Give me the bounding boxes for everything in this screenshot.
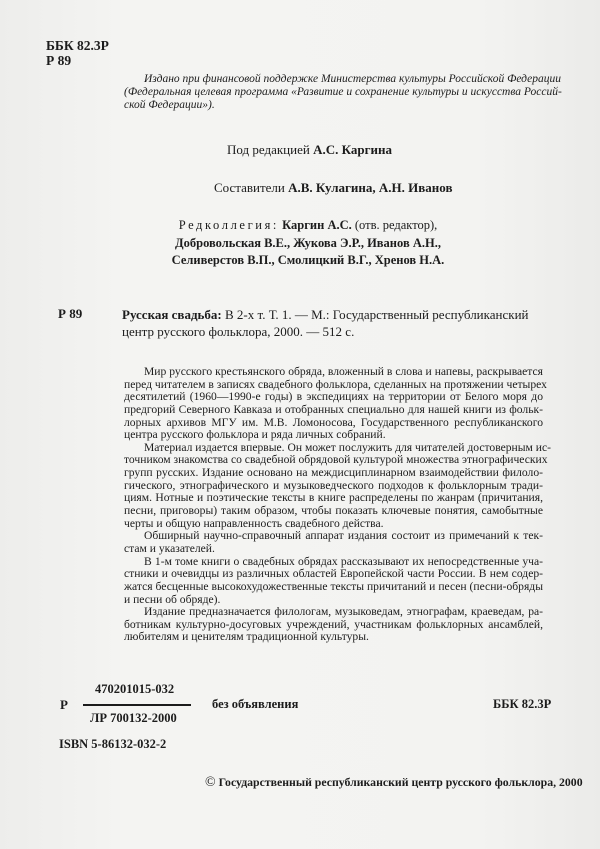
abstract-line: центра русского фольклора и ряда личных собраний. xyxy=(124,428,386,442)
catalog-imprint-2: центр русского фольклора, 2000. — 512 с. xyxy=(122,324,355,339)
copyright-icon: © xyxy=(205,775,216,790)
funding-line: ской Федерации»). xyxy=(124,99,215,111)
copyright-line xyxy=(205,775,583,791)
board-chief-note: (отв. редактор), xyxy=(354,218,438,232)
abstract-line: лорных архивов МГУ им. М.В. Ломоносова, Государственного республиканского xyxy=(124,415,543,429)
funding-line: Издано при финансовой поддержке Министерства культуры Российской Федерации xyxy=(144,73,561,85)
funding-line: (Федеральная целевая программа «Развитие и сохранение культуры и искусства Россий- xyxy=(124,86,562,98)
book-title: Русская свадьба: xyxy=(122,307,222,322)
abstract-line: жатся бесценные высокохудожественные тексты причитаний и песен (песни-обряды xyxy=(124,579,543,593)
abstract-line: песни, приговоры) таким образом, чтобы показать ключевые понятия, самобытные xyxy=(124,504,543,518)
footer-numerator: 470201015-032 xyxy=(95,682,175,696)
abstract-line: Обширный научно-справочный аппарат издания состоит из примечаний к тек- xyxy=(144,529,543,543)
isbn: ISBN 5-86132-032-2 xyxy=(59,737,167,751)
abstract-line: Мир русского крестьянского обряда, вложенный в слова и напевы, раскрывается xyxy=(144,365,543,378)
abstract-line: черты и общую направленность свадебного действа. xyxy=(124,516,384,530)
board-label: Редколлегия: xyxy=(178,218,280,232)
board-chief: Каргин А.С. xyxy=(282,218,352,232)
abstract-line: циям. Нотные и поэтические тексты в книге распределены по жанрам (причитания, xyxy=(124,491,543,505)
footer-letter: Р xyxy=(60,697,68,712)
compilers-label: Составители xyxy=(214,180,285,195)
compilers-names: А.В. Кулагина, А.Н. Иванов xyxy=(288,180,453,195)
abstract-line: и песни об обряде). xyxy=(124,592,221,606)
abstract-line: стники и очевидцы из различных областей Европейской части России. В нем содер- xyxy=(124,567,543,581)
editor-label: Под редакцией xyxy=(227,142,310,157)
abstract-line: точником знакомства со свадебной обрядовой культурой множества этнографических xyxy=(124,453,548,467)
editor-line xyxy=(227,142,392,158)
abstract-line: Издание предназначается филологам, музыковедам, этнографам, краеведам, ра- xyxy=(144,605,543,619)
abstract-line: групп русских. Издание основано на междисциплинарном взаимодействии филоло- xyxy=(124,466,543,480)
footer-bbk: ББК 82.3Р xyxy=(493,697,552,711)
author-mark: Р 89 xyxy=(46,53,72,68)
license-number: ЛР 700132-2000 xyxy=(90,711,177,725)
funding-note xyxy=(124,73,562,112)
compilers-line xyxy=(214,180,452,196)
board-members: Добровольская В.Е., Жукова Э.Р., Иванов А.Н., xyxy=(175,235,441,250)
no-ads-note: без объявления xyxy=(212,697,299,711)
abstract-line: В 1-м томе книги о свадебных обрядах рассказывают их непосредственные уча- xyxy=(144,554,543,568)
catalog-imprint: В 2-х т. Т. 1. — М.: Государственный республиканский xyxy=(224,307,529,322)
abstract-line: предгорий Северного Кавказа и отобранных специально для нашей книги из фольк- xyxy=(124,402,543,416)
bbk-code: ББК 82.3Р xyxy=(46,38,109,53)
abstract xyxy=(124,365,551,644)
abstract-line: стам и указателей. xyxy=(124,541,215,555)
abstract-line: гического, этнографического и музыковедческого подходов к фольклорным тради- xyxy=(124,478,543,492)
catalog-entry xyxy=(122,306,528,340)
abstract-line: десятилетий (1960—1990-е годы) в экспедициях на территории от Белого моря до xyxy=(124,390,543,404)
abstract-line: перед читателем в записях свадебного фольклора, сделанных на протяжении четырех xyxy=(124,377,547,391)
abstract-line: любителям и ценителям традиционной культуры. xyxy=(124,630,369,644)
copyright-text: Государственный республиканский центр русского фольклора, 2000 xyxy=(218,775,583,789)
catalog-code: Р 89 xyxy=(58,306,83,321)
editorial-board xyxy=(158,217,458,270)
abstract-line: ботникам культурно-досуговых учреждений, участникам фольклорных ансамблей, xyxy=(124,617,543,631)
abstract-line: Материал издается впервые. Он может послужить для читателей достоверным ис- xyxy=(144,440,551,454)
editor-name: А.С. Каргина xyxy=(313,142,392,157)
fraction-rule xyxy=(83,704,191,706)
board-members: Селиверстов В.П., Смолицкий В.Г., Хренов Н.А. xyxy=(171,253,445,267)
